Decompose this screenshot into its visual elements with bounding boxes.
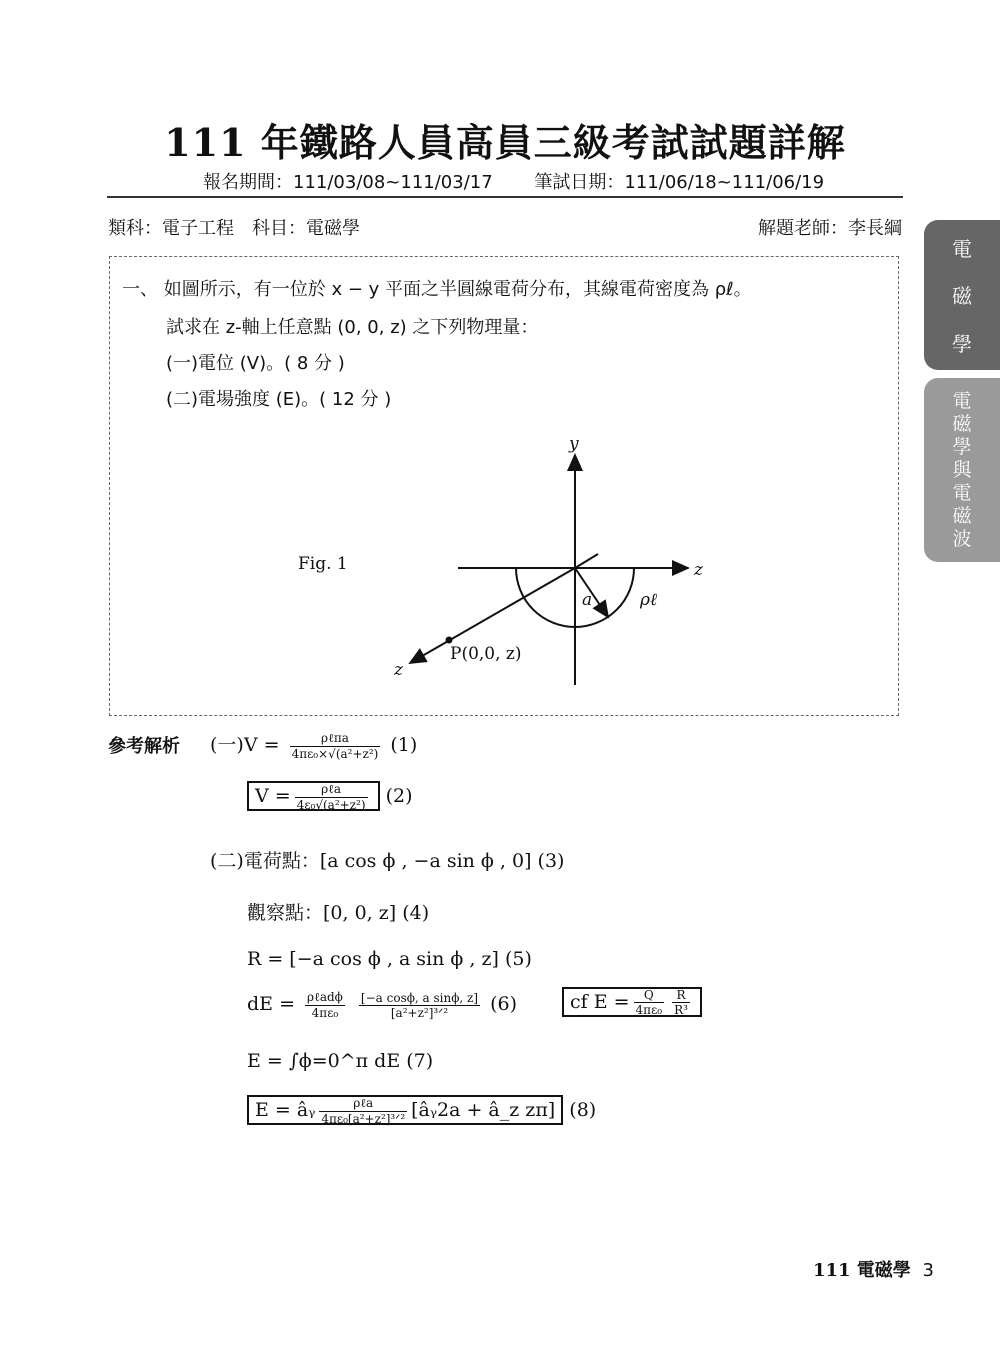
subject-category: 類科：電子工程 科目：電磁學 bbox=[108, 218, 360, 239]
page-title: 111 年鐵路人員高員三級考試試題詳解 bbox=[164, 120, 846, 165]
equation-2-tag: (2) bbox=[385, 785, 413, 807]
equation-1-denominator: 4πε₀×√(a²+z²) bbox=[291, 747, 379, 761]
z-axis-label-diagonal: z bbox=[394, 660, 403, 680]
equation-2-denominator: 4ε₀√(a²+z²) bbox=[296, 798, 366, 812]
compare-numerator-1: Q bbox=[634, 988, 665, 1003]
side-tab-char: 波 bbox=[952, 528, 972, 550]
question-instruction: 試求在 z-軸上任意點 (0, 0, z) 之下列物理量： bbox=[166, 317, 539, 338]
side-tab-char: 磁 bbox=[952, 284, 972, 309]
answer-label: 參考解析 bbox=[108, 736, 180, 757]
side-tab-char: 學 bbox=[952, 436, 972, 458]
side-tab-em-waves[interactable] bbox=[924, 378, 1000, 562]
equation-2-boxed bbox=[247, 781, 380, 811]
equation-8-tag: (8) bbox=[569, 1099, 597, 1121]
equation-3: (二)電荷點：[a cos ϕ , −a sin ϕ , 0] (3) bbox=[210, 850, 565, 872]
compare-fraction-1 bbox=[634, 988, 665, 1017]
point-p-label: P(0,0, z) bbox=[450, 644, 522, 664]
equation-4: 觀察點：[0, 0, z] (4) bbox=[247, 902, 430, 924]
compare-coulomb-law bbox=[562, 988, 702, 1017]
page-number: 3 bbox=[922, 1260, 934, 1281]
equation-6-denominator-1: 4πε₀ bbox=[311, 1006, 339, 1020]
registration-period: 報名期間：111/03/08~111/03/17 bbox=[203, 172, 493, 193]
page-footer bbox=[813, 1256, 934, 1282]
compare-fraction-2 bbox=[672, 988, 690, 1017]
question-box bbox=[109, 256, 899, 716]
compare-denominator-1: 4πε₀ bbox=[635, 1003, 663, 1017]
equation-6-fraction-2 bbox=[359, 991, 480, 1020]
compare-boxed bbox=[562, 987, 702, 1017]
equation-6-denominator-2: [a²+z²]³ᐟ² bbox=[390, 1005, 449, 1020]
equation-7: E = ∫ϕ=0^π dE (7) bbox=[247, 1050, 434, 1072]
side-tab-char: 磁 bbox=[952, 413, 972, 435]
equation-6-numerator-2: [−a cosϕ, a sinϕ, z] bbox=[360, 990, 479, 1005]
equation-8-boxed bbox=[247, 1095, 563, 1125]
exam-period: 筆試日期：111/06/18~111/06/19 bbox=[534, 172, 825, 193]
equation-2-numerator: ρℓa bbox=[295, 782, 368, 798]
equation-1-prefix: (一)V = bbox=[210, 734, 280, 756]
exam-dates bbox=[203, 168, 860, 194]
footer-book-title: 111 電磁學 bbox=[812, 1260, 911, 1281]
equation-2-lhs: V = bbox=[255, 785, 291, 807]
equation-1-fraction bbox=[290, 731, 381, 761]
side-tab-char: 與 bbox=[952, 459, 972, 481]
z-axis-label-right: z bbox=[694, 560, 703, 580]
side-tab-char: 磁 bbox=[952, 505, 972, 527]
side-tab-char: 電 bbox=[952, 390, 972, 412]
compare-numerator-2: R bbox=[672, 988, 690, 1003]
equation-8-denominator: 4πε₀[a²+z²]³ᐟ² bbox=[321, 1112, 406, 1126]
equation-8-rhs: [âᵧ2a + â_z zπ] bbox=[411, 1099, 556, 1121]
equation-8 bbox=[247, 1096, 596, 1126]
teacher-name: 解題老師：李長綱 bbox=[758, 218, 902, 239]
equation-6-tag: (6) bbox=[490, 993, 518, 1015]
equation-1 bbox=[210, 730, 417, 761]
radius-label: a bbox=[582, 590, 593, 610]
side-tab-electromagnetics[interactable] bbox=[924, 220, 1000, 370]
equation-6-lhs: dE = bbox=[247, 993, 295, 1015]
point-p bbox=[446, 637, 453, 644]
compare-denominator-2: R³ bbox=[674, 1003, 688, 1017]
equation-2 bbox=[247, 782, 412, 812]
z-axis-diagonal-back bbox=[575, 554, 598, 568]
side-tab-char: 電 bbox=[952, 237, 972, 262]
equation-8-numerator: ρℓa bbox=[319, 1096, 407, 1112]
density-label: ρℓ bbox=[640, 590, 658, 610]
equation-2-fraction bbox=[295, 782, 368, 812]
equation-1-tag: (1) bbox=[390, 734, 418, 756]
equation-6-fraction-1 bbox=[305, 990, 345, 1020]
side-tab-char: 電 bbox=[952, 482, 972, 504]
header-divider bbox=[107, 196, 903, 198]
figure-semicircle-charge bbox=[110, 427, 898, 707]
equation-1-numerator: ρℓπa bbox=[290, 731, 381, 747]
equation-6-numerator-1: ρℓadϕ bbox=[307, 990, 343, 1004]
y-axis-label: y bbox=[569, 434, 579, 454]
question-statement: 一、 如圖所示，有一位於 x − y 平面之半圓線電荷分布，其線電荷密度為 ρℓ。 bbox=[122, 279, 752, 300]
figure-caption: Fig. 1 bbox=[298, 554, 348, 574]
equation-5: R = [−a cos ϕ , a sin ϕ , z] (5) bbox=[247, 948, 532, 970]
equation-8-lhs: E = âᵧ bbox=[255, 1099, 316, 1121]
equation-8-fraction bbox=[319, 1096, 407, 1126]
question-part-1: (一)電位 (V)。( 8 分 ) bbox=[166, 353, 345, 374]
equation-6 bbox=[247, 990, 517, 1020]
compare-prefix: cf E = bbox=[570, 990, 630, 1013]
question-part-2: (二)電場強度 (E)。( 12 分 ) bbox=[166, 389, 392, 410]
side-tab-char: 學 bbox=[952, 331, 972, 356]
